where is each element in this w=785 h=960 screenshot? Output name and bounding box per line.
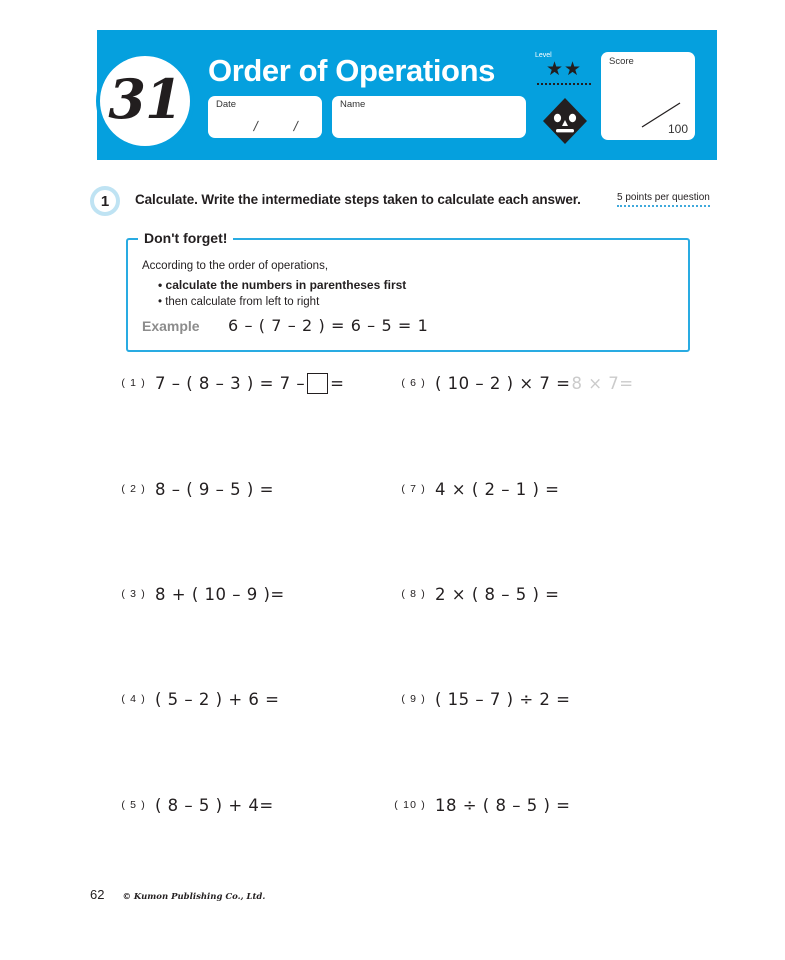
problem-number: ( 3 ): [121, 588, 146, 600]
answer-box[interactable]: [307, 373, 328, 394]
dont-forget-intro: According to the order of operations,: [142, 260, 329, 272]
problem-expression: 7 – ( 8 – 3 ) = 7 –: [155, 373, 306, 393]
instruction-text: Calculate. Write the intermediate steps taken to calculate each answer.: [135, 192, 581, 207]
problem-number: ( 2 ): [121, 483, 146, 495]
level-label: Level: [535, 52, 552, 59]
date-slash-1: /: [252, 118, 260, 134]
question-number-text: 1: [100, 192, 110, 210]
score-denominator: 100: [667, 122, 688, 136]
problem-expression-tail: =: [330, 373, 345, 393]
level-indicator: [531, 52, 597, 85]
level-dotted-rule: [537, 80, 591, 85]
problem-number: ( 4 ): [121, 693, 146, 705]
problem-number: ( 1 ): [121, 377, 146, 389]
problem-row: [112, 579, 285, 609]
score-label: Score: [609, 56, 634, 67]
problem-row: [392, 579, 559, 609]
name-field[interactable]: [332, 96, 526, 138]
problem-row: [112, 790, 274, 820]
dont-forget-title: Don't forget!: [138, 230, 233, 246]
problem-number: ( 8 ): [401, 588, 426, 600]
name-label: Name: [340, 99, 366, 110]
date-field[interactable]: [208, 96, 322, 138]
points-per-question-note: 5 points per question: [617, 192, 710, 207]
problem-number: ( 9 ): [401, 693, 426, 705]
example-label: Example: [142, 318, 200, 334]
problem-expression: 2 × ( 8 – 5 ) =: [435, 584, 560, 604]
problem-expression: ( 5 – 2 ) + 6 =: [155, 689, 280, 709]
problem-number: ( 10 ): [394, 799, 426, 811]
copyright-notice: © Kumon Publishing Co., Ltd.: [122, 892, 266, 902]
dont-forget-bullet-1: • calculate the numbers in parentheses first: [158, 278, 407, 292]
problem-expression: 4 × ( 2 – 1 ) =: [435, 479, 560, 499]
problem-row: [112, 684, 279, 714]
page-number: 62: [90, 887, 105, 902]
problem-expression: ( 10 – 2 ) × 7 =: [435, 373, 571, 393]
problem-hint: 8 × 7=: [571, 373, 634, 393]
problem-row: [392, 474, 559, 504]
problem-number: ( 7 ): [401, 483, 426, 495]
problem-expression: ( 8 – 5 ) + 4=: [155, 795, 274, 815]
lesson-number-text: 31: [108, 67, 182, 131]
problem-row: [112, 474, 274, 504]
score-field[interactable]: [601, 52, 695, 140]
problem-number: ( 6 ): [401, 377, 426, 389]
problem-row: [392, 790, 570, 820]
star-icon: ★★: [545, 59, 583, 80]
lesson-number-badge: [96, 52, 194, 150]
problem-row: [392, 684, 570, 714]
date-slash-2: /: [292, 118, 300, 134]
problem-expression: 8 – ( 9 – 5 ) =: [155, 479, 274, 499]
problem-row: [392, 368, 634, 398]
date-label: Date: [216, 99, 237, 110]
problem-expression: 18 ÷ ( 8 – 5 ) =: [435, 795, 571, 815]
dont-forget-bullet-2: • then calculate from left to right: [158, 296, 320, 308]
footer: [90, 887, 265, 902]
page-title: Order of Operations: [208, 53, 495, 88]
problem-expression: 8 + ( 10 – 9 )=: [155, 584, 285, 604]
example-expression: 6 – ( 7 – 2 ) = 6 – 5 = 1: [228, 316, 429, 335]
diamond-face-mascot-icon: [540, 96, 590, 146]
problem-expression: ( 15 – 7 ) ÷ 2 =: [435, 689, 571, 709]
problem-row: [112, 368, 344, 398]
problem-number: ( 5 ): [121, 799, 146, 811]
